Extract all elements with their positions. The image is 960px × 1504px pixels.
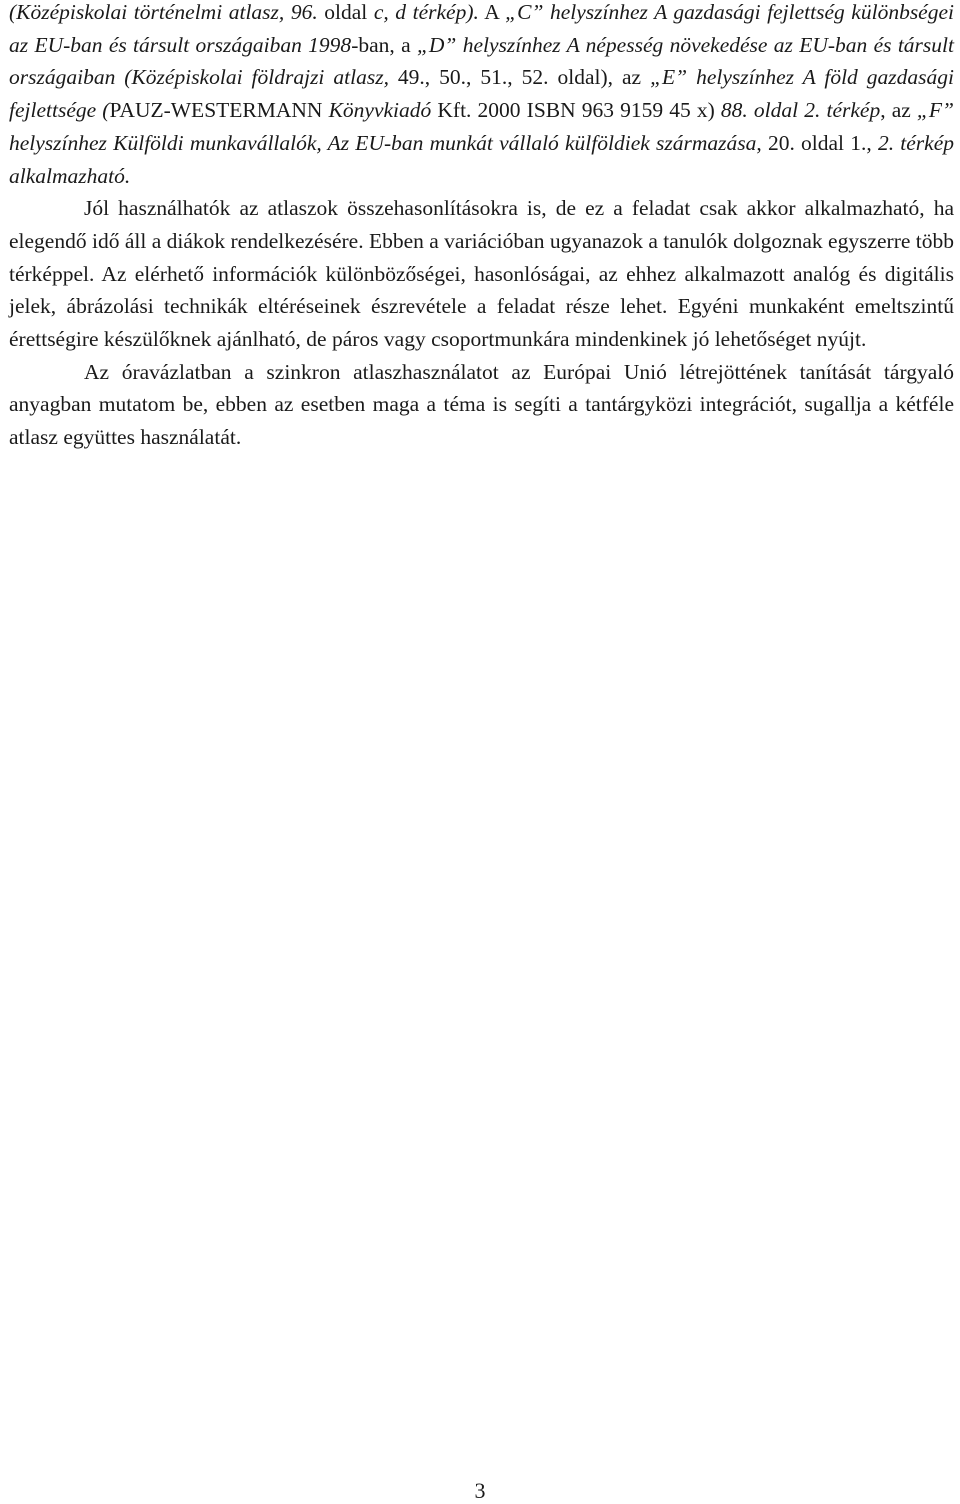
paragraph-lesson-plan: Az óravázlatban a szinkron atlaszhasználatot az Európai Unió létrejöttének tanítását tárgyaló anyagban mutatom be, ebben az esetben maga a téma is segíti a tantárgyközi integrációt, sugallja a kétféle atlasz együttes használatát. [9,359,954,450]
text-run: „F” helyszínhez Külföldi munkavállalók, Az EU-ban munkát vállaló külföldiek származása [9,98,954,155]
text-run: Kft. 2000 ISBN 963 9159 45 x) [431,98,721,123]
text-run: (Középiskolai történelmi atlasz, 96. [9,0,318,24]
text-run: Könyvkiadó [328,98,432,123]
page-number: 3 [474,1478,486,1503]
text-run: 88. oldal 2. térkép [720,98,881,123]
text-run: „E” helyszínhez A föld gazdasági fejlettsége ( [9,65,954,123]
text-run: -ban, a [351,32,417,57]
text-run: 49., 50., 51., 52. oldal), az [388,65,651,90]
document-body [9,0,954,454]
paragraph-atlas-references [9,0,954,192]
text-run: PAUZ-WESTERMANN [109,98,329,123]
text-run: , 20. oldal 1., [756,130,878,155]
text-run: 2. térkép alkalmazható. [9,130,954,188]
text-run: A [478,0,506,24]
text-run: „D” helyszínhez A népesség növekedése az EU-ban és társult országaiban (Középiskolai földrajzi atlasz, [9,32,954,90]
text-run: , az [880,98,917,123]
text-run: „C” helyszínhez A gazdasági fejlettség különbségei az EU-ban és társult országaiban 1998 [9,0,954,57]
text-run: oldal [317,0,374,24]
text-run: c, d térkép). [373,0,479,24]
paragraph-atlas-comparison: Jól használhatók az atlaszok összehasonlításokra is, de ez a feladat csak akkor alkalmazható, ha elegendő idő áll a diákok rendelkezésére. Ebben a variációban ugyanazok a tanulók dolgoznak egyszerre több térképpel. Az elérhető információk különbözőségei, hasonlóságai, az ehhez alkalmazott analóg és digitális jelek, ábrázolási technikák eltéréseinek észrevétele a feladat része lehet. Egyéni munkaként emeltszintű érettségire készülőknek ajánlható, de páros vagy csoportmunkára mindenkinek jó lehetőséget nyújt. [9,196,955,352]
